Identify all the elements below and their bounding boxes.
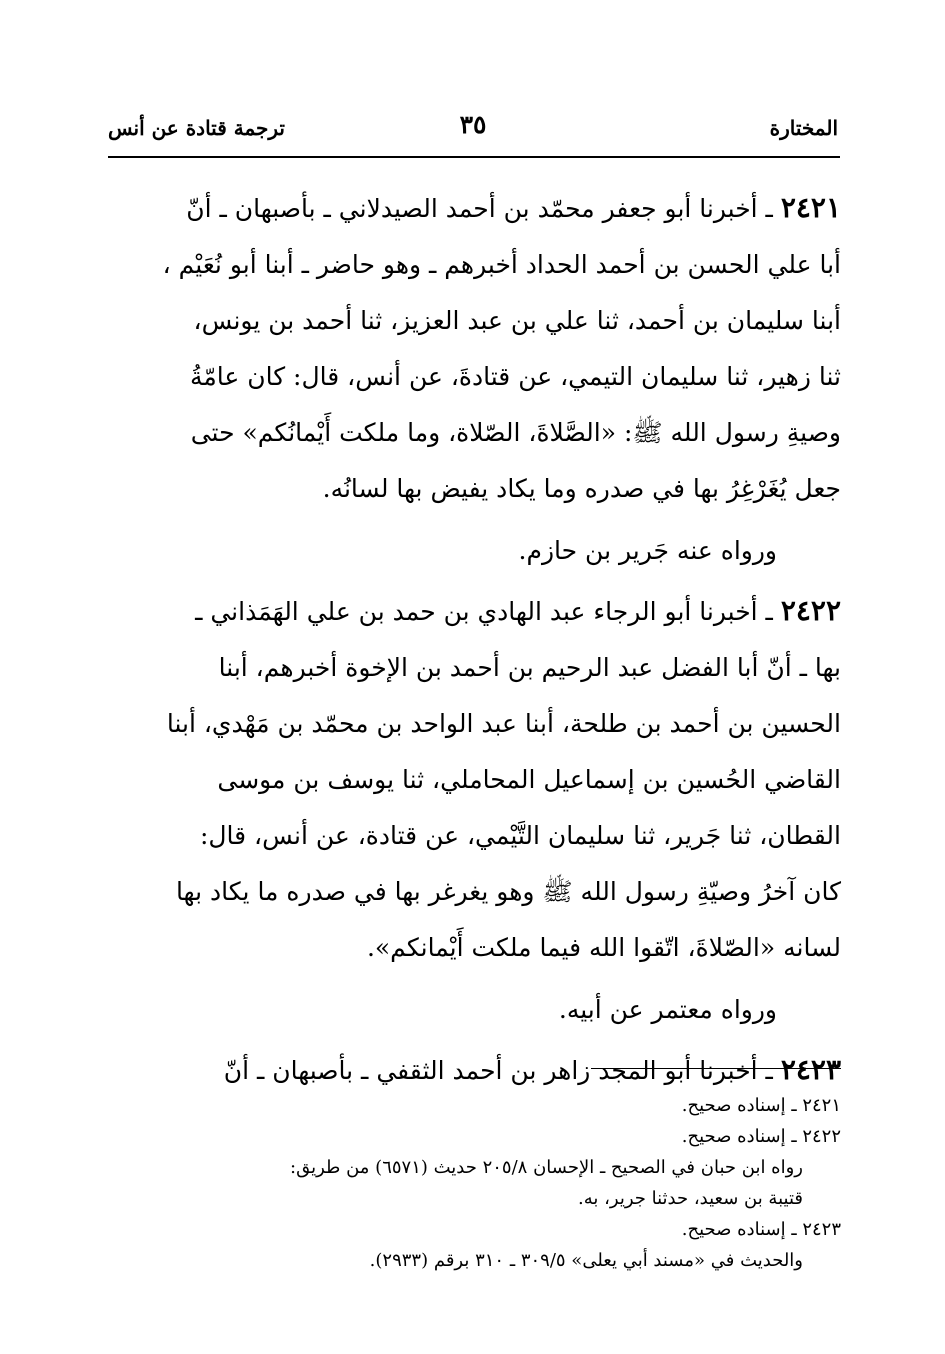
hadith-2421-line-4: ثنا زهير، ثنا سليمان التيمي، عن قتادةَ، عن أنس، قال: كان عامّةُ: [189, 362, 841, 391]
hadith-2422-line-4: القاضي الحُسين بن إسماعيل المحاملي، ثنا يوسف بن موسى: [217, 765, 841, 794]
hadith-2422-note: ورواه معتمر عن أبيه.: [558, 995, 777, 1024]
hadith-2421-line-2: أبا علي الحسن بن أحمد الحداد أخبرهم ـ وهو حاضر ـ أبنا أبو نُعَيْم ،: [162, 250, 841, 279]
hadith-2422-line-2: بها ـ أنّ أبا الفضل عبد الرحيم بن أحمد بن الإخوة أخبرهم، أبنا: [218, 653, 841, 682]
footnote-2421: ٢٤٢١ ـ إسناده صحيح.: [681, 1095, 841, 1116]
footnote-2422-detail-2: قتيبة بن سعيد، حدثنا جرير، به.: [577, 1188, 803, 1209]
hadith-number: ٢٤٢٣: [780, 1053, 841, 1086]
text-line: ـ أخبرنا أبو جعفر محمّد بن أحمد الصيدلاني ـ بأصبهان ـ أنّ: [186, 194, 773, 223]
footnotes: [105, 1090, 841, 1276]
hadith-2422-line-1: [105, 583, 841, 640]
book-title: المختارة: [769, 116, 838, 140]
hadith-2421-line-6: جعل يُغَرْغِرُ بها في صدره وما يكاد يفيض بها لسانُه.: [322, 474, 841, 503]
hadith-number: ٢٤٢٢: [780, 594, 841, 627]
footnote-2423-detail-1: والحديث في «مسند أبي يعلى» ٣٠٩/٥ ـ ٣١٠ برقم (٢٩٣٣).: [369, 1250, 803, 1271]
hadith-number: ٢٤٢١: [780, 191, 841, 224]
text-line: ـ أخبرنا أبو المجد زاهر بن أحمد الثقفي ـ بأصبهان ـ أنّ: [223, 1056, 773, 1085]
hadith-2421-line-3: أبنا سليمان بن أحمد، ثنا علي بن عبد العزيز، ثنا أحمد بن يونس،: [193, 306, 841, 335]
hadith-2421-line-1: [105, 180, 841, 237]
hadith-2421-note: ورواه عنه جَرير بن حازم.: [518, 536, 777, 565]
hadith-2422-line-5: القطان، ثنا جَرير، ثنا سليمان التَّيْمي، عن قتادة، عن أنس، قال:: [199, 821, 841, 850]
header-rule: [108, 156, 840, 158]
main-text: [105, 180, 841, 1099]
chapter-title: ترجمة قتادة عن أنس: [108, 116, 285, 140]
hadith-2422-line-6: كان آخرُ وصيّةِ رسول الله ﷺ وهو يغرغر بها في صدره ما يكاد بها: [175, 877, 841, 906]
footnote-2423: ٢٤٢٣ ـ إسناده صحيح.: [681, 1219, 841, 1240]
running-header: [108, 110, 838, 150]
footnote-rule: [591, 1068, 841, 1069]
hadith-2421-line-5: وصيةِ رسول الله ﷺ: «الصَّلاةَ، الصّلاة، وما ملكت أَيْمانُكم» حتى: [190, 418, 841, 447]
hadith-2422-line-7: لسانه «الصّلاةَ، اتّقوا الله فيما ملكت أَيْمانكم».: [366, 933, 841, 962]
footnote-2422: ٢٤٢٢ ـ إسناده صحيح.: [681, 1126, 841, 1147]
text-line: ـ أخبرنا أبو الرجاء عبد الهادي بن حمد بن علي الهَمَذاني ـ: [195, 597, 773, 626]
footnote-2422-detail-1: رواه ابن حبان في الصحيح ـ الإحسان ٢٠٥/٨ حديث (٦٥٧١) من طريق:: [290, 1157, 803, 1178]
page-number: ٣٥: [459, 110, 487, 139]
hadith-2422-line-3: الحسين بن أحمد بن طلحة، أبنا عبد الواحد بن محمّد بن مَهْدي، أبنا: [166, 709, 841, 738]
